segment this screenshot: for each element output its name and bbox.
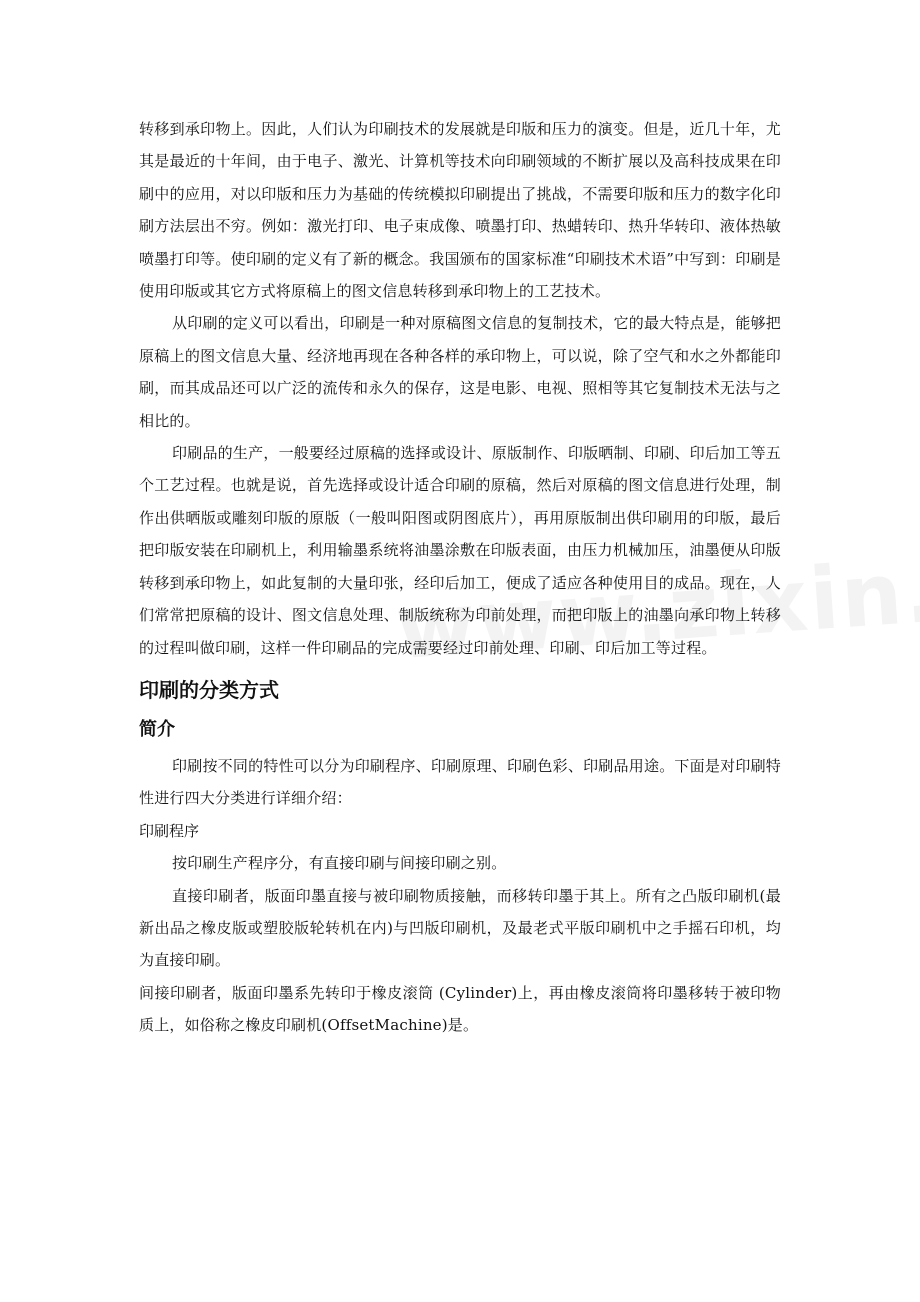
paragraph-6: 直接印刷者，版面印墨直接与被印刷物质接触，而移转印墨于其上。所有之凸版印刷机(最新出品之橡皮版或塑胶版轮转机在内)与凹版印刷机，及最老式平版印刷机中之手摇石印机，均为直接印刷。	[139, 886, 781, 970]
paragraph-1: 转移到承印物上。因此，人们认为印刷技术的发展就是印版和压力的演变。但是，近几十年，尤其是最近的十年间，由于电子、激光、计算机等技术向印刷领域的不断扩展以及高科技成果在印刷中的应用，对以印版和压力为基础的传统模拟印刷提出了挑战，不需要印版和压力的数字化印刷方法层出不穷。例如：激光打印、电子束成像、喷墨打印、热蜡转印、热升华转印、液体热敏喷墨打印等。使印刷的定义有了新的概念。我国颁布的国家标准“印刷技术术语”中写到：印刷是使用印版或其它方式将原稿上的图文信息转移到承印物上的工艺技术。	[139, 120, 781, 301]
paragraph-2: 从印刷的定义可以看出，印刷是一种对原稿图文信息的复制技术，它的最大特点是，能够把原稿上的图文信息大量、经济地再现在各种各样的承印物上，可以说，除了空气和水之外都能印刷，而其成品还可以广泛的流传和永久的保存，这是电影、电视、照相等其它复制技术无法与之相比的。	[139, 314, 781, 430]
paragraph-7: 间接印刷者，版面印墨系先转印于橡皮滚筒 (Cylinder)上，再由橡皮滚筒将印墨移转于被印物质上，如俗称之橡皮印刷机(OffsetMachine)是。	[139, 983, 781, 1035]
document-body	[139, 113, 781, 1042]
subsection-heading: 简介	[139, 718, 175, 740]
paragraph-5: 按印刷生产程序分，有直接印刷与间接印刷之别。	[172, 854, 507, 873]
paragraph-4: 印刷按不同的特性可以分为印刷程序、印刷原理、印刷色彩、印刷品用途。下面是对印刷特性进行四大分类进行详细介绍：	[139, 756, 781, 808]
paragraph-3: 印刷品的生产，一般要经过原稿的选择或设计、原版制作、印版晒制、印刷、印后加工等五个工艺过程。也就是说，首先选择或设计适合印刷的原稿，然后对原稿的图文信息进行处理，制作出供晒版或雕刻印版的原版（一般叫阳图或阴图底片），再用原版制出供印刷用的印版，最后把印版安装在印刷机上，利用输墨系统将油墨涂敷在印版表面，由压力机械加压，油墨便从印版转移到承印物上，如此复制的大量印张，经印后加工，便成了适应各种使用目的成品。现在，人们常常把原稿的设计、图文信息处理、制版统称为印前处理，而把印版上的油墨向承印物上转移的过程叫做印刷，这样一件印刷品的完成需要经过印前处理、印刷、印后加工等过程。	[139, 444, 781, 657]
category-label: 印刷程序	[139, 821, 200, 840]
section-heading: 印刷的分类方式	[139, 677, 279, 702]
